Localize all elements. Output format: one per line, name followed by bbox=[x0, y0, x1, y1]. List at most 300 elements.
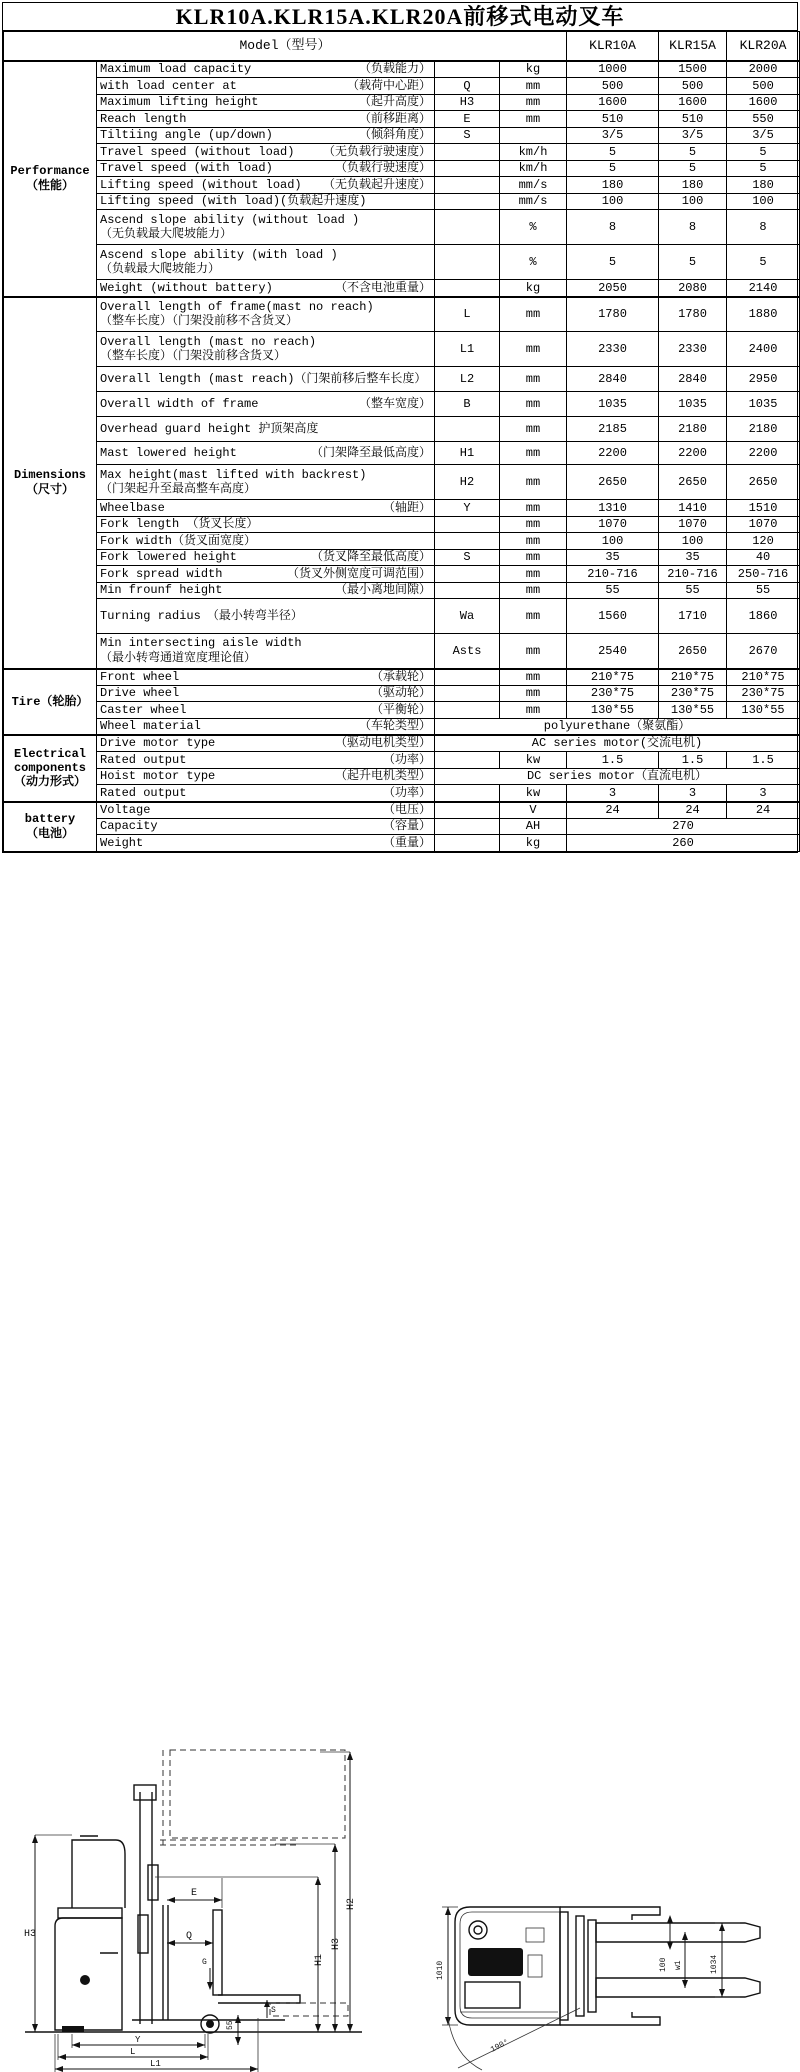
table-row bbox=[4, 177, 800, 194]
spec-symbol bbox=[435, 685, 500, 702]
spec-description: Voltage （电压） bbox=[97, 802, 435, 819]
table-row bbox=[4, 768, 800, 785]
spec-value-1: 510 bbox=[567, 111, 659, 128]
spec-description: Weight （重量） bbox=[97, 835, 435, 852]
spec-description: Maximum lifting height （起升高度） bbox=[97, 94, 435, 111]
table-row bbox=[4, 802, 800, 819]
svg-text:w1: w1 bbox=[674, 1960, 683, 1970]
spec-value-2: 3/5 bbox=[659, 127, 727, 144]
spec-value-1: 3 bbox=[567, 785, 659, 802]
dim-l bbox=[58, 2034, 208, 2060]
spec-unit: mm bbox=[500, 634, 567, 669]
spec-symbol bbox=[435, 835, 500, 852]
spec-value-2: 2200 bbox=[659, 442, 727, 465]
spec-value-3: 5 bbox=[727, 245, 800, 280]
spec-unit: km/h bbox=[500, 160, 567, 177]
spec-value-1: 1.5 bbox=[567, 752, 659, 769]
spec-value-2: 130*55 bbox=[659, 702, 727, 719]
spec-value-2: 24 bbox=[659, 802, 727, 819]
spec-unit: mm bbox=[500, 685, 567, 702]
spec-value-3: 550 bbox=[727, 111, 800, 128]
dim-1034 bbox=[710, 1923, 740, 1997]
spec-value-2: 210-716 bbox=[659, 566, 727, 583]
spec-value-2: 510 bbox=[659, 111, 727, 128]
table-row bbox=[4, 245, 800, 280]
spec-unit bbox=[500, 127, 567, 144]
spec-value-3: 1510 bbox=[727, 500, 800, 517]
spec-value-1: 2330 bbox=[567, 332, 659, 367]
spec-value-3: 2400 bbox=[727, 332, 800, 367]
svg-text:L1: L1 bbox=[150, 2059, 161, 2069]
spec-description: Rated output （功率） bbox=[97, 785, 435, 802]
spec-unit: mm bbox=[500, 566, 567, 583]
spec-value-1: 1310 bbox=[567, 500, 659, 517]
table-row bbox=[4, 465, 800, 500]
spec-value-2: 3 bbox=[659, 785, 727, 802]
spec-description: Tiltiing angle (up/down) （倾斜角度） bbox=[97, 127, 435, 144]
spec-value-3: 1070 bbox=[727, 516, 800, 533]
spec-symbol: Q bbox=[435, 78, 500, 95]
spec-symbol bbox=[435, 280, 500, 297]
spec-value-1: 1000 bbox=[567, 61, 659, 78]
spec-value-1: 35 bbox=[567, 549, 659, 566]
model-header-row bbox=[4, 32, 800, 62]
spec-description: Overall length (mast reach)（门架前移后整车长度） bbox=[97, 367, 435, 392]
spec-value-2: 1035 bbox=[659, 392, 727, 417]
spec-value-1: 55 bbox=[567, 582, 659, 599]
spec-value-2: 1070 bbox=[659, 516, 727, 533]
operator-seat bbox=[468, 1948, 523, 1976]
spec-unit: % bbox=[500, 210, 567, 245]
model-label: Model（型号） bbox=[4, 32, 567, 62]
spec-unit: km/h bbox=[500, 144, 567, 161]
spec-value-3: 250-716 bbox=[727, 566, 800, 583]
spec-value-2: 1.5 bbox=[659, 752, 727, 769]
spec-description: Mast lowered height （门架降至最低高度） bbox=[97, 442, 435, 465]
spec-value-2: 55 bbox=[659, 582, 727, 599]
svg-text:H1: H1 bbox=[314, 1953, 325, 1966]
spec-value-2: 8 bbox=[659, 210, 727, 245]
spec-value-2: 2650 bbox=[659, 465, 727, 500]
steering-wheel bbox=[469, 1921, 487, 1939]
section-label: Tire（轮胎） bbox=[4, 669, 97, 736]
technical-drawings bbox=[0, 860, 800, 2069]
spec-value-1: 2840 bbox=[567, 367, 659, 392]
spec-unit: mm bbox=[500, 367, 567, 392]
table-row bbox=[4, 718, 800, 735]
table-row bbox=[4, 533, 800, 550]
spec-description: Max height(mast lifted with backrest) （门架起升至最高整车高度） bbox=[97, 465, 435, 500]
svg-text:H2: H2 bbox=[346, 1897, 357, 1910]
table-row bbox=[4, 280, 800, 297]
spec-value-3: 8 bbox=[727, 210, 800, 245]
spec-symbol bbox=[435, 669, 500, 686]
table-row bbox=[4, 94, 800, 111]
spec-symbol: S bbox=[435, 549, 500, 566]
spec-value-2: 2840 bbox=[659, 367, 727, 392]
table-row bbox=[4, 549, 800, 566]
spec-unit: mm bbox=[500, 111, 567, 128]
spec-value-1: 24 bbox=[567, 802, 659, 819]
spec-value-3: 24 bbox=[727, 802, 800, 819]
spec-value-1: 2050 bbox=[567, 280, 659, 297]
model-name-1: KLR10A bbox=[567, 32, 659, 62]
spec-value-3: 5 bbox=[727, 144, 800, 161]
spec-value-3: 1.5 bbox=[727, 752, 800, 769]
spec-description: Drive motor type （驱动电机类型） bbox=[97, 735, 435, 752]
table-row bbox=[4, 297, 800, 332]
truck-body bbox=[55, 1908, 122, 2032]
spec-unit: mm/s bbox=[500, 177, 567, 194]
spec-symbol: Y bbox=[435, 500, 500, 517]
spec-symbol bbox=[435, 802, 500, 819]
table-row bbox=[4, 127, 800, 144]
table-row bbox=[4, 210, 800, 245]
spec-value-3: 2000 bbox=[727, 61, 800, 78]
spec-value-2: 1710 bbox=[659, 599, 727, 634]
spec-description: Reach length （前移距离） bbox=[97, 111, 435, 128]
spec-description: Overall width of frame （整车宽度） bbox=[97, 392, 435, 417]
table-row bbox=[4, 193, 800, 210]
spec-description: Drive wheel （驱动轮） bbox=[97, 685, 435, 702]
spec-unit: mm bbox=[500, 702, 567, 719]
spec-table bbox=[3, 31, 800, 852]
table-row bbox=[4, 669, 800, 686]
spec-symbol: L2 bbox=[435, 367, 500, 392]
spec-value-2: 5 bbox=[659, 160, 727, 177]
spec-value-2: 1410 bbox=[659, 500, 727, 517]
spec-symbol: L bbox=[435, 297, 500, 332]
svg-text:190°: 190° bbox=[489, 2037, 511, 2055]
spec-value-2: 100 bbox=[659, 533, 727, 550]
spec-value-3: 1880 bbox=[727, 297, 800, 332]
svg-text:55: 55 bbox=[226, 2020, 235, 2030]
spec-description: Turning radius （最小转弯半径） bbox=[97, 599, 435, 634]
table-row bbox=[4, 785, 800, 802]
table-row bbox=[4, 144, 800, 161]
baselegs bbox=[560, 1907, 660, 2025]
spec-unit: mm bbox=[500, 533, 567, 550]
spec-symbol bbox=[435, 516, 500, 533]
spec-value-2: 210*75 bbox=[659, 669, 727, 686]
section-label: battery （电池） bbox=[4, 802, 97, 852]
spec-symbol: Wa bbox=[435, 599, 500, 634]
table-row bbox=[4, 582, 800, 599]
spec-description: Lifting speed (with load)(负载起升速度) bbox=[97, 193, 435, 210]
forks-top bbox=[596, 1923, 760, 1997]
spec-value-3: 2180 bbox=[727, 417, 800, 442]
table-row bbox=[4, 78, 800, 95]
truck-body-top bbox=[455, 1907, 560, 2025]
spec-symbol: L1 bbox=[435, 332, 500, 367]
spec-description: Caster wheel （平衡轮） bbox=[97, 702, 435, 719]
spec-symbol: H1 bbox=[435, 442, 500, 465]
spec-value-2: 2650 bbox=[659, 634, 727, 669]
spec-value-2: 35 bbox=[659, 549, 727, 566]
dim-e bbox=[167, 1878, 222, 1908]
svg-text:L: L bbox=[130, 2047, 136, 2057]
spec-unit: mm bbox=[500, 516, 567, 533]
caster-wheel bbox=[62, 2026, 84, 2032]
table-row bbox=[4, 417, 800, 442]
spec-unit: mm bbox=[500, 332, 567, 367]
spec-symbol bbox=[435, 61, 500, 78]
table-row bbox=[4, 685, 800, 702]
spec-symbol: Asts bbox=[435, 634, 500, 669]
spec-value-3: 3 bbox=[727, 785, 800, 802]
spec-symbol: E bbox=[435, 111, 500, 128]
spec-value-1: 100 bbox=[567, 533, 659, 550]
spec-value-1: 130*55 bbox=[567, 702, 659, 719]
spec-value-3: 2670 bbox=[727, 634, 800, 669]
spec-description: Capacity （容量） bbox=[97, 818, 435, 835]
spec-description: Wheelbase （轴距） bbox=[97, 500, 435, 517]
spec-value-1: 2200 bbox=[567, 442, 659, 465]
lowered-pallet-dashed bbox=[270, 2003, 348, 2016]
spec-value-3: 5 bbox=[727, 160, 800, 177]
spec-unit: mm bbox=[500, 297, 567, 332]
spec-symbol: B bbox=[435, 392, 500, 417]
spec-unit: mm bbox=[500, 500, 567, 517]
spec-value-1: 5 bbox=[567, 160, 659, 177]
table-row bbox=[4, 61, 800, 78]
spec-description: Fork lowered height （货叉降至最低高度） bbox=[97, 549, 435, 566]
spec-description: Maximum load capacity （负载能力） bbox=[97, 61, 435, 78]
spec-value-1: 180 bbox=[567, 177, 659, 194]
dim-q bbox=[167, 1931, 213, 1990]
top-view-diagram bbox=[430, 1900, 795, 2072]
spec-value-2: 2330 bbox=[659, 332, 727, 367]
overhead-guard bbox=[72, 1836, 125, 1908]
spec-value-merged: 260 bbox=[567, 835, 800, 852]
spec-description: Fork spread width （货叉外侧宽度可调范围） bbox=[97, 566, 435, 583]
spec-value-span: DC series motor（直流电机） bbox=[435, 768, 800, 785]
spec-description: Front wheel （承载轮） bbox=[97, 669, 435, 686]
dim-w1 bbox=[674, 1932, 688, 1988]
spec-unit: mm bbox=[500, 417, 567, 442]
spec-unit: kw bbox=[500, 785, 567, 802]
spec-description: Overall length (mast no reach) （整车长度）（门架没前移含货叉） bbox=[97, 332, 435, 367]
spec-value-1: 230*75 bbox=[567, 685, 659, 702]
spec-description: Weight (without battery) （不含电池重量） bbox=[97, 280, 435, 297]
spec-unit: % bbox=[500, 245, 567, 280]
spec-unit: mm bbox=[500, 669, 567, 686]
dim-h3-left bbox=[24, 1835, 72, 2032]
spec-value-2: 5 bbox=[659, 144, 727, 161]
spec-unit: kg bbox=[500, 61, 567, 78]
table-row bbox=[4, 367, 800, 392]
spec-value-2: 2180 bbox=[659, 417, 727, 442]
spec-unit: mm bbox=[500, 549, 567, 566]
table-row bbox=[4, 634, 800, 669]
spec-value-1: 1560 bbox=[567, 599, 659, 634]
spec-symbol bbox=[435, 533, 500, 550]
dim-y bbox=[72, 2034, 205, 2048]
spec-value-span: polyurethane（聚氨酯） bbox=[435, 718, 800, 735]
spec-value-3: 130*55 bbox=[727, 702, 800, 719]
spec-value-3: 120 bbox=[727, 533, 800, 550]
spec-symbol bbox=[435, 566, 500, 583]
spec-description: Min intersecting aisle width （最小转弯通道宽度理论值） bbox=[97, 634, 435, 669]
spec-symbol bbox=[435, 144, 500, 161]
spec-value-3: 55 bbox=[727, 582, 800, 599]
spec-value-span: AC series motor(交流电机) bbox=[435, 735, 800, 752]
spec-unit: kg bbox=[500, 280, 567, 297]
section-label: Performance （性能） bbox=[4, 61, 97, 297]
spec-unit: kg bbox=[500, 835, 567, 852]
spec-unit: AH bbox=[500, 818, 567, 835]
spec-symbol bbox=[435, 210, 500, 245]
spec-value-2: 230*75 bbox=[659, 685, 727, 702]
spec-value-3: 40 bbox=[727, 549, 800, 566]
spec-symbol bbox=[435, 193, 500, 210]
dim-h3-right bbox=[275, 1844, 342, 2032]
spec-value-3: 1600 bbox=[727, 94, 800, 111]
table-row bbox=[4, 702, 800, 719]
spec-value-3: 2200 bbox=[727, 442, 800, 465]
spec-value-1: 2185 bbox=[567, 417, 659, 442]
spec-value-1: 210*75 bbox=[567, 669, 659, 686]
spec-symbol bbox=[435, 818, 500, 835]
spec-value-1: 5 bbox=[567, 245, 659, 280]
raised-load-dashed bbox=[160, 1750, 345, 1845]
svg-text:Q: Q bbox=[186, 1931, 193, 1942]
svg-text:Y: Y bbox=[135, 2035, 141, 2045]
side-view-diagram bbox=[20, 1728, 400, 2072]
spec-symbol bbox=[435, 177, 500, 194]
svg-text:H3: H3 bbox=[24, 1929, 37, 1940]
table-row bbox=[4, 160, 800, 177]
spec-symbol bbox=[435, 702, 500, 719]
spec-value-2: 2080 bbox=[659, 280, 727, 297]
model-name-3: KLR20A bbox=[727, 32, 800, 62]
spec-value-1: 2650 bbox=[567, 465, 659, 500]
spec-description: Rated output （功率） bbox=[97, 752, 435, 769]
spec-value-3: 1860 bbox=[727, 599, 800, 634]
svg-text:H3: H3 bbox=[331, 1937, 342, 1950]
spec-unit: mm bbox=[500, 582, 567, 599]
spec-description: Min frounf height （最小离地间隙） bbox=[97, 582, 435, 599]
table-row bbox=[4, 566, 800, 583]
spec-unit: kw bbox=[500, 752, 567, 769]
spec-value-2: 5 bbox=[659, 245, 727, 280]
spec-value-3: 500 bbox=[727, 78, 800, 95]
spec-value-2: 100 bbox=[659, 193, 727, 210]
page-title: KLR10A.KLR15A.KLR20A前移式电动叉车 bbox=[3, 3, 797, 31]
table-row bbox=[4, 500, 800, 517]
spec-unit: mm bbox=[500, 78, 567, 95]
table-row bbox=[4, 818, 800, 835]
mast-top bbox=[560, 1912, 596, 2020]
spec-symbol bbox=[435, 752, 500, 769]
spec-sheet bbox=[2, 2, 798, 853]
table-row bbox=[4, 392, 800, 417]
spec-value-3: 230*75 bbox=[727, 685, 800, 702]
spec-symbol: H2 bbox=[435, 465, 500, 500]
spec-description: Ascend slope ability (without load ) （无负载最大爬坡能力） bbox=[97, 210, 435, 245]
spec-value-1: 8 bbox=[567, 210, 659, 245]
spec-unit: V bbox=[500, 802, 567, 819]
spec-value-1: 2540 bbox=[567, 634, 659, 669]
spec-value-1: 5 bbox=[567, 144, 659, 161]
spec-symbol bbox=[435, 582, 500, 599]
spec-description: Travel speed (without load) （无负载行驶速度） bbox=[97, 144, 435, 161]
spec-value-1: 1780 bbox=[567, 297, 659, 332]
spec-description: Ascend slope ability (with load ) （负载最大爬坡能力） bbox=[97, 245, 435, 280]
dim-h2 bbox=[320, 1752, 357, 2032]
spec-description: Fork width（货叉面宽度） bbox=[97, 533, 435, 550]
spec-value-3: 2950 bbox=[727, 367, 800, 392]
svg-text:1010: 1010 bbox=[436, 1960, 445, 1980]
table-row bbox=[4, 599, 800, 634]
svg-text:100: 100 bbox=[659, 1957, 668, 1972]
spec-unit: mm bbox=[500, 94, 567, 111]
spec-unit: mm/s bbox=[500, 193, 567, 210]
spec-symbol: S bbox=[435, 127, 500, 144]
spec-value-3: 210*75 bbox=[727, 669, 800, 686]
table-row bbox=[4, 735, 800, 752]
model-name-2: KLR15A bbox=[659, 32, 727, 62]
spec-value-2: 180 bbox=[659, 177, 727, 194]
svg-text:G: G bbox=[202, 1958, 207, 1967]
spec-description: with load center at （载荷中心距） bbox=[97, 78, 435, 95]
spec-value-2: 1500 bbox=[659, 61, 727, 78]
spec-value-1: 3/5 bbox=[567, 127, 659, 144]
table-row bbox=[4, 516, 800, 533]
spec-value-3: 180 bbox=[727, 177, 800, 194]
spec-value-merged: 270 bbox=[567, 818, 800, 835]
spec-description: Travel speed (with load) （负载行驶速度） bbox=[97, 160, 435, 177]
spec-value-3: 100 bbox=[727, 193, 800, 210]
battery-box bbox=[465, 1982, 520, 2008]
spec-value-1: 500 bbox=[567, 78, 659, 95]
spec-symbol bbox=[435, 785, 500, 802]
spec-symbol bbox=[435, 417, 500, 442]
svg-text:S: S bbox=[271, 2006, 276, 2015]
spec-value-1: 210-716 bbox=[567, 566, 659, 583]
spec-description: Overall length of frame(mast no reach) （整车长度）（门架没前移不含货叉） bbox=[97, 297, 435, 332]
spec-value-3: 2140 bbox=[727, 280, 800, 297]
spec-symbol bbox=[435, 160, 500, 177]
spec-value-1: 100 bbox=[567, 193, 659, 210]
table-row bbox=[4, 752, 800, 769]
spec-symbol: H3 bbox=[435, 94, 500, 111]
spec-value-3: 3/5 bbox=[727, 127, 800, 144]
spec-value-1: 1035 bbox=[567, 392, 659, 417]
spec-value-3: 1035 bbox=[727, 392, 800, 417]
svg-text:E: E bbox=[191, 1888, 198, 1899]
spec-value-2: 1600 bbox=[659, 94, 727, 111]
section-label: Dimensions （尺寸） bbox=[4, 297, 97, 669]
table-row bbox=[4, 835, 800, 852]
svg-text:1034: 1034 bbox=[710, 1954, 719, 1974]
spec-description: Lifting speed (without load) （无负载起升速度） bbox=[97, 177, 435, 194]
table-row bbox=[4, 111, 800, 128]
spec-unit: mm bbox=[500, 442, 567, 465]
spec-unit: mm bbox=[500, 599, 567, 634]
spec-description: Wheel material （车轮类型） bbox=[97, 718, 435, 735]
spec-unit: mm bbox=[500, 392, 567, 417]
spec-description: Hoist motor type （起升电机类型） bbox=[97, 768, 435, 785]
spec-value-1: 1600 bbox=[567, 94, 659, 111]
spec-value-3: 2650 bbox=[727, 465, 800, 500]
spec-symbol bbox=[435, 245, 500, 280]
spec-description: Overhead guard height 护顶架高度 bbox=[97, 417, 435, 442]
spec-value-2: 500 bbox=[659, 78, 727, 95]
section-label: Electrical components （动力形式） bbox=[4, 735, 97, 802]
spec-value-2: 1780 bbox=[659, 297, 727, 332]
table-row bbox=[4, 442, 800, 465]
